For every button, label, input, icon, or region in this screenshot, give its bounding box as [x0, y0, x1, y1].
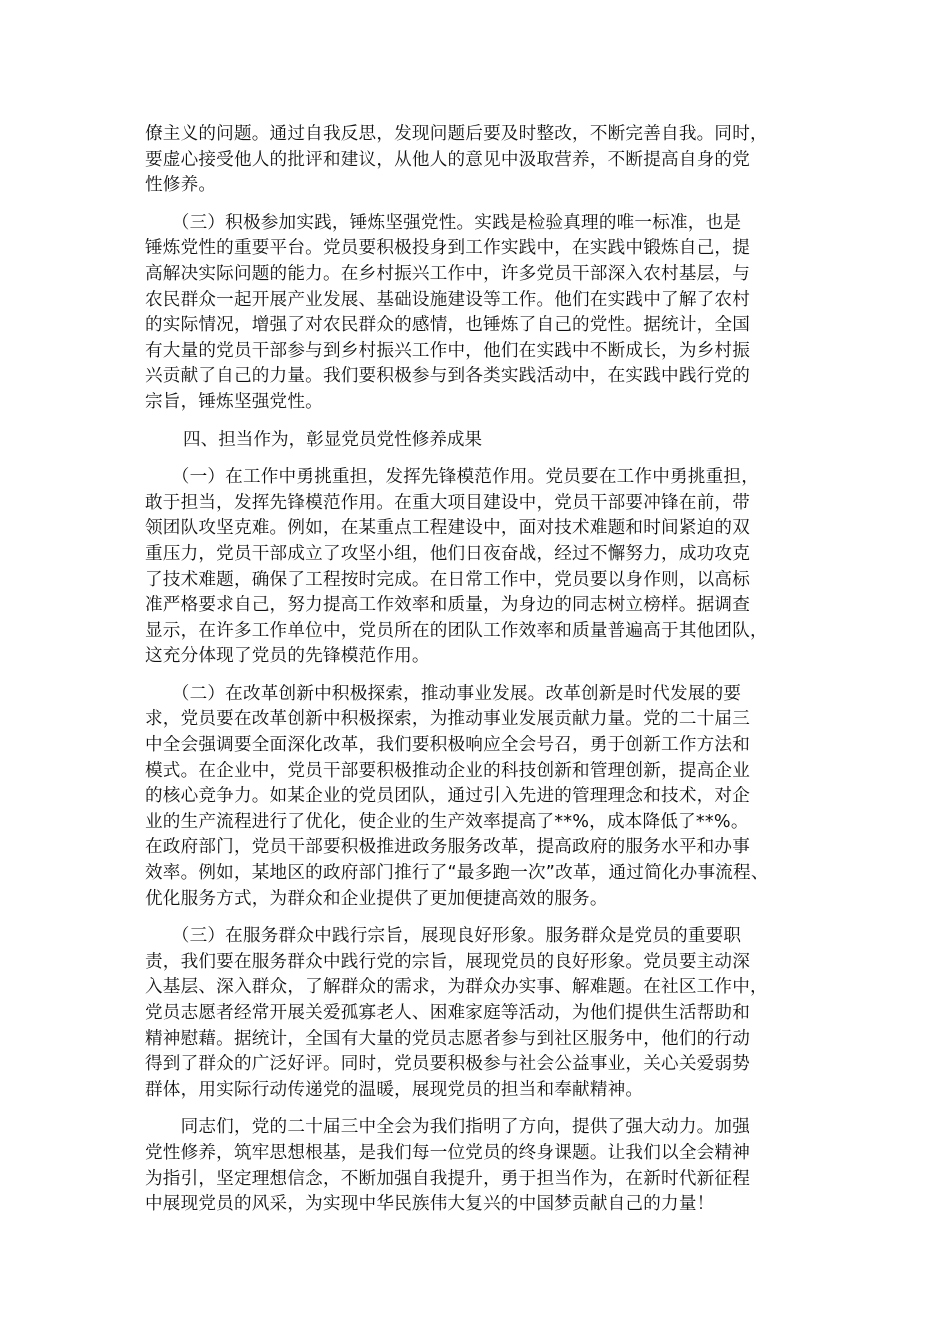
text-line: 求，党员要在改革创新中积极探索，为推动事业发展贡献力量。党的二十届三: [145, 709, 750, 730]
text-line: 性修养。: [145, 175, 217, 196]
paragraph-take-responsibility: [145, 465, 825, 670]
text-line: 群体，用实际行动传递党的温暖，展现党员的担当和奉献精神。: [145, 1079, 644, 1100]
text-line: 的实际情况，增强了对农民群众的感情，也锤炼了自己的党性。据统计，全国: [145, 315, 750, 336]
text-line: （二）在改革创新中积极探索，推动事业发展。改革创新是时代发展的要: [145, 683, 742, 704]
text-line: （三）在服务群众中践行宗旨，展现良好形象。服务群众是党员的重要职: [145, 926, 742, 947]
paragraph-practice: [145, 211, 825, 416]
text-line: 兴贡献了自己的力量。我们要积极参与到各类实践活动中，在实践中践行党的: [145, 366, 750, 387]
text-line: 领团队攻坚克难。例如，在某重点工程建设中，面对技术难题和时间紧迫的双: [145, 518, 750, 539]
text-line: 的核心竞争力。如某企业的党员团队，通过引入先进的管理理念和技术，对企: [145, 786, 750, 807]
text-line: 精神慰藉。据统计，全国有大量的党员志愿者参与到社区服务中，他们的行动: [145, 1028, 750, 1049]
paragraph-serve-masses: [145, 924, 825, 1103]
text-line: 为指引，坚定理想信念，不断加强自我提升，勇于担当作为，在新时代新征程: [145, 1168, 750, 1189]
text-line: 宗旨，锤炼坚强党性。: [145, 391, 323, 412]
paragraph-conclusion: [145, 1115, 825, 1217]
text-line: 准严格要求自己，努力提高工作效率和质量，为身边的同志树立榜样。据调查: [145, 595, 750, 616]
text-line: 这充分体现了党员的先锋模范作用。: [145, 646, 430, 667]
text-line: 党性修养，筑牢思想根基，是我们每一位党员的终身课题。让我们以全会精神: [145, 1142, 750, 1163]
text-line: 要虚心接受他人的批评和建议，从他人的意见中汲取营养，不断提高自身的党: [145, 149, 750, 170]
text-line: 锤炼党性的重要平台。党员要积极投身到工作实践中，在实践中锻炼自己，提: [145, 238, 750, 259]
text-line: 中全会强调要全面深化改革，我们要积极响应全会号召，勇于创新工作方法和: [145, 735, 750, 756]
text-line: 责，我们要在服务群众中践行党的宗旨，展现党员的良好形象。党员要主动深: [145, 951, 750, 972]
text-line: 显示，在许多工作单位中，党员所在的团队工作效率和质量普遍高于其他团队，: [145, 620, 768, 641]
text-line: 高解决实际问题的能力。在乡村振兴工作中，许多党员干部深入农村基层，与: [145, 263, 750, 284]
section-heading-4: 四、担当作为，彰显党员党性修养成果: [183, 429, 483, 450]
paragraph-reform-innovation: [145, 682, 825, 912]
text-line: 入基层、深入群众，了解群众的需求，为群众办实事、解难题。在社区工作中，: [145, 977, 768, 998]
text-line: 农民群众一起开展产业发展、基础设施建设等工作。他们在实践中了解了农村: [145, 289, 750, 310]
text-line: 模式。在企业中，党员干部要积极推动企业的科技创新和管理创新，提高企业: [145, 760, 750, 781]
text-line: 中展现党员的风采，为实现中华民族伟大复兴的中国梦贡献自己的力量！: [145, 1194, 715, 1215]
text-line: 有大量的党员干部参与到乡村振兴工作中，他们在实践中不断成长，为乡村振: [145, 340, 750, 361]
text-line: 同志们，党的二十届三中全会为我们指明了方向，提供了强大动力。加强: [145, 1117, 750, 1138]
text-line: 效率。例如，某地区的政府部门推行了“最多跑一次”改革，通过简化办事流程、: [145, 863, 769, 884]
text-line: 在政府部门，党员干部要积极推进政务服务改革，提高政府的服务水平和办事: [145, 837, 750, 858]
text-line: 了技术难题，确保了工程按时完成。在日常工作中，党员要以身作则，以高标: [145, 569, 750, 590]
text-line: 重压力，党员干部成立了攻坚小组，他们日夜奋战，经过不懈努力，成功攻克: [145, 543, 750, 564]
document-page: [145, 122, 825, 1230]
text-line: 优化服务方式，为群众和企业提供了更加便捷高效的服务。: [145, 888, 608, 909]
text-line: （三）积极参加实践，锤炼坚强党性。实践是检验真理的唯一标准，也是: [145, 212, 742, 233]
text-line: 得到了群众的广泛好评。同时，党员要积极参与社会公益事业，关心关爱弱势: [145, 1054, 750, 1075]
text-line: 党员志愿者经常开展关爱孤寡老人、困难家庭等活动，为他们提供生活帮助和: [145, 1003, 750, 1023]
text-line: 业的生产流程进行了优化，使企业的生产效率提高了**%，成本降低了**%。: [145, 811, 749, 832]
paragraph-self-reflection: [145, 122, 825, 199]
text-line: 敢于担当，发挥先锋模范作用。在重大项目建设中，党员干部要冲锋在前，带: [145, 492, 750, 513]
text-line: （一）在工作中勇挑重担，发挥先锋模范作用。党员要在工作中勇挑重担，: [145, 467, 759, 488]
text-line: 僚主义的问题。通过自我反思，发现问题后要及时整改，不断完善自我。同时，: [145, 124, 768, 144]
